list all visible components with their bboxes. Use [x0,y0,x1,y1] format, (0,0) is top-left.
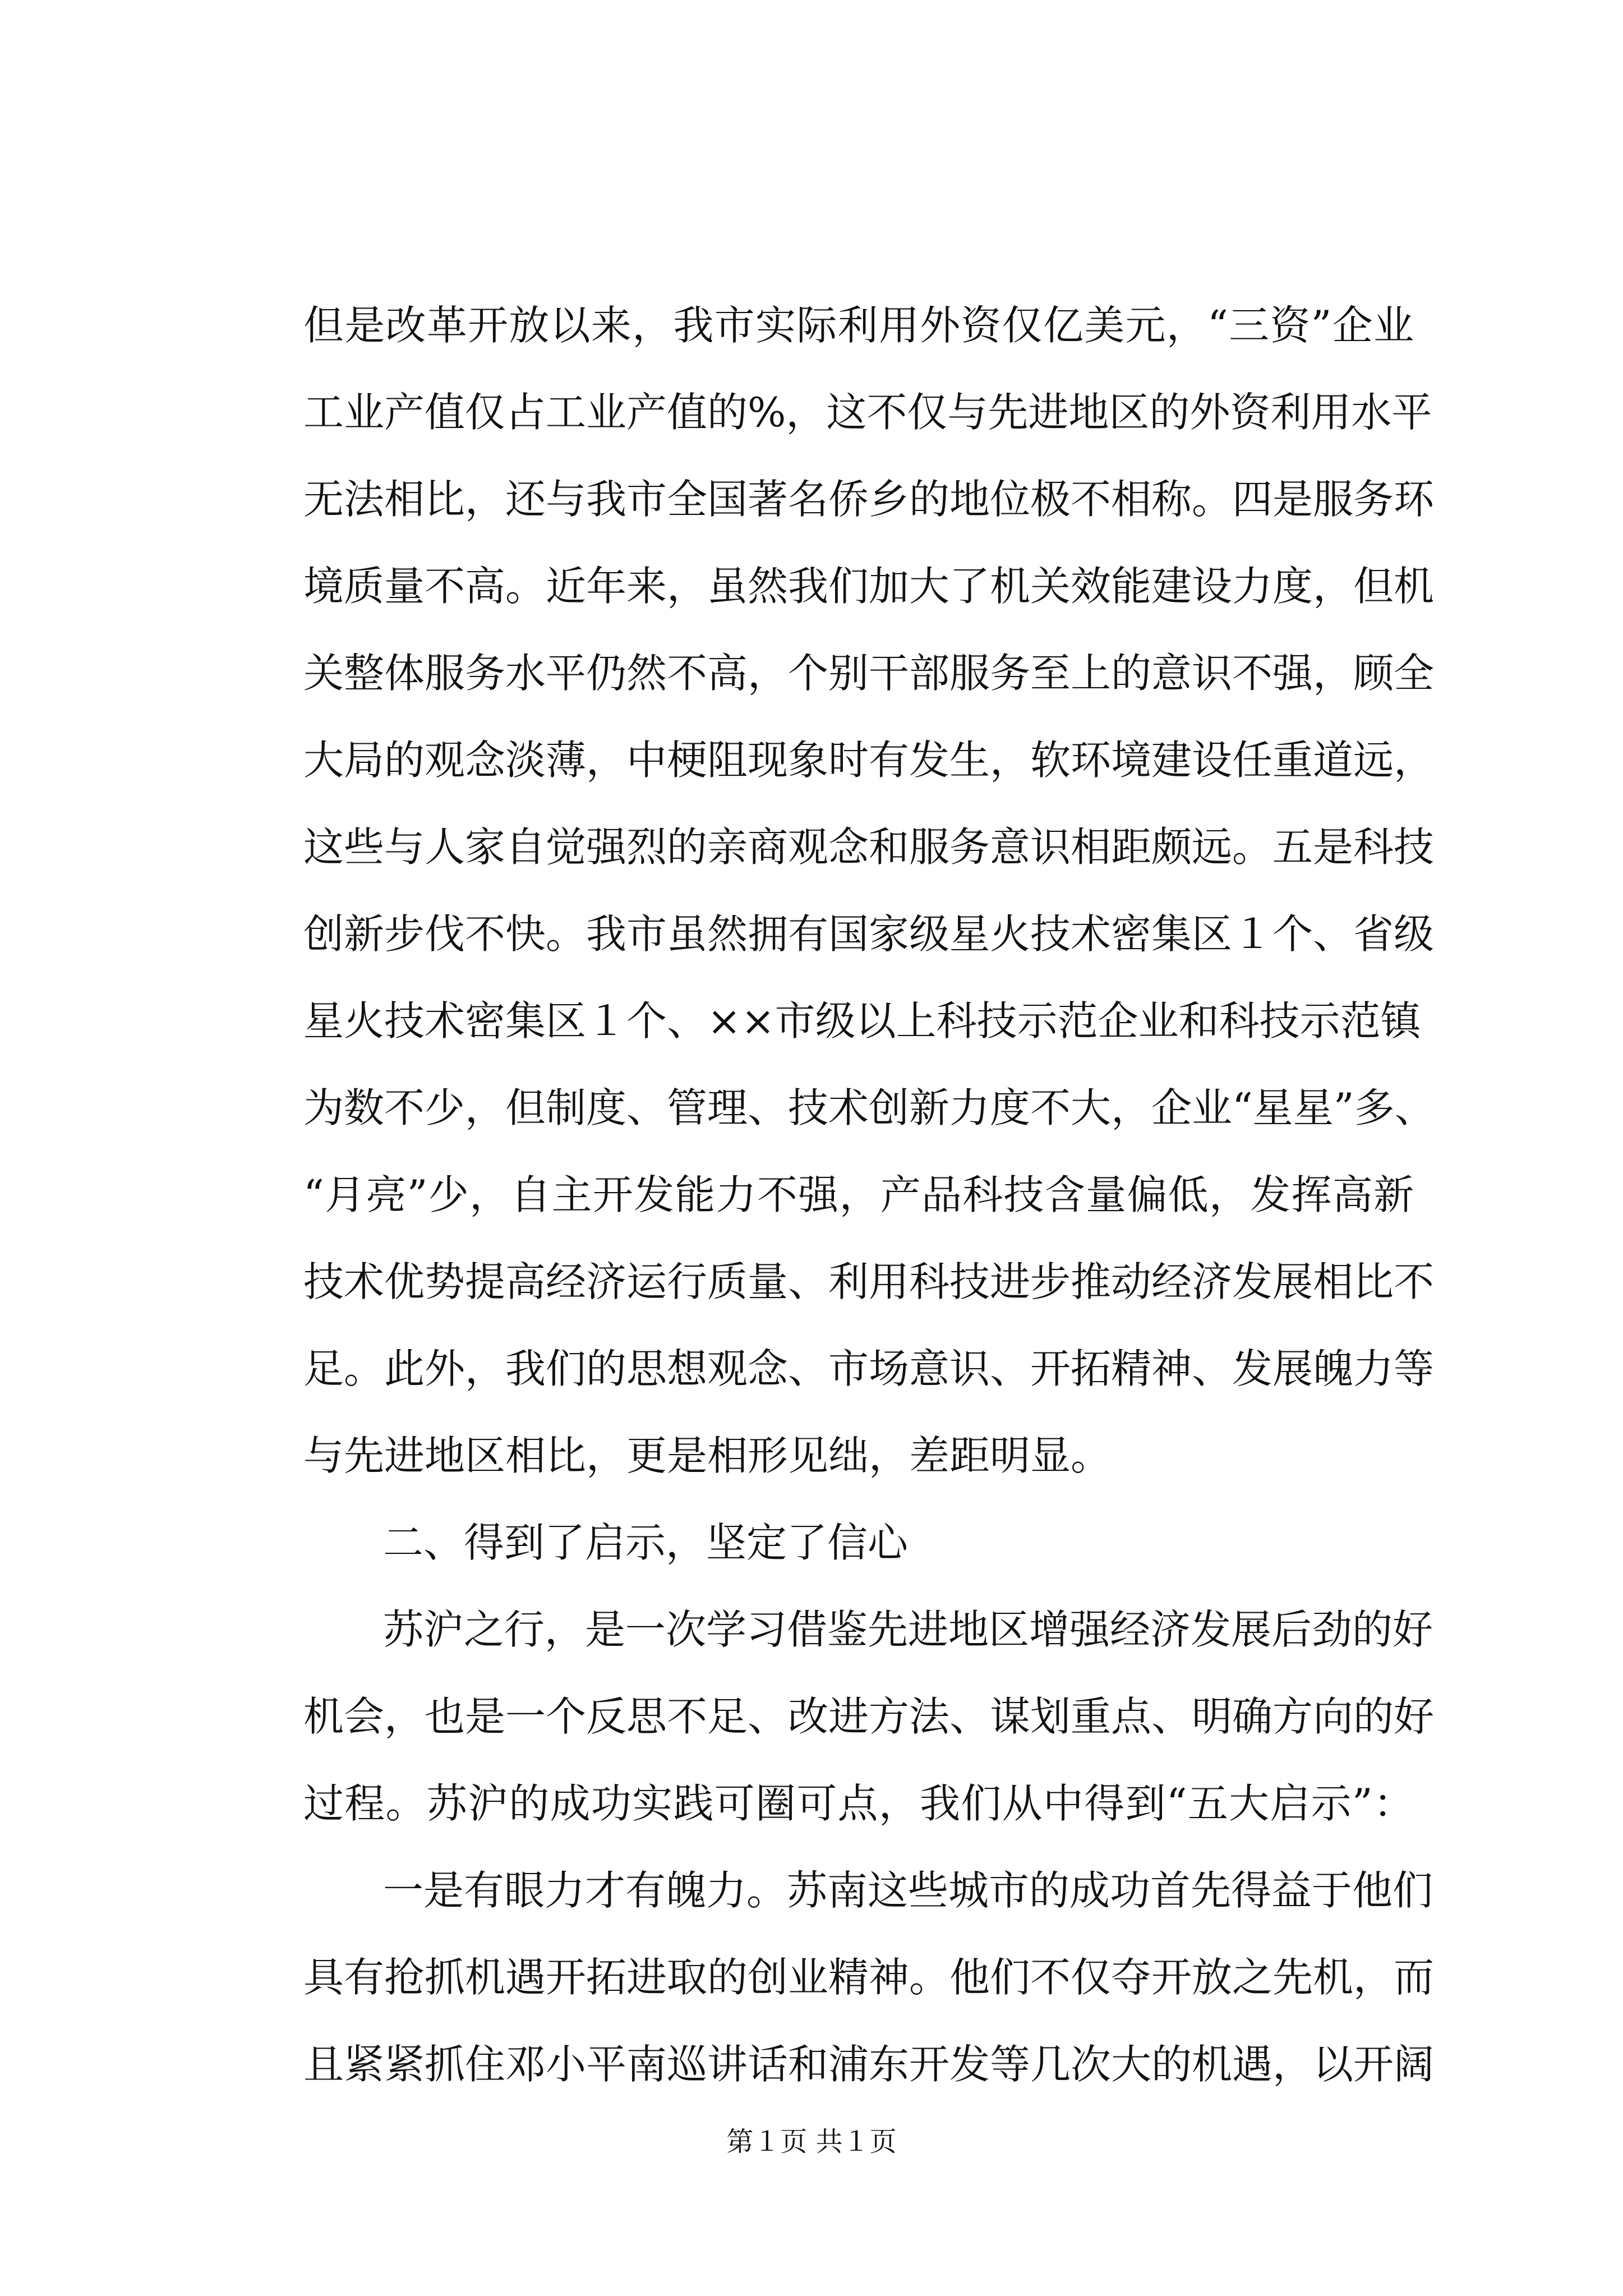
page-number-footer: 第１页 共１页 [726,2126,897,2157]
body-line-21: 且紧紧抓住邓小平南巡讲话和浦东开发等几次大的机遇，以开阔 [303,2041,1435,2088]
body-line-10: 为数不少，但制度、管理、技术创新力度不大，企业“星星”多、 [303,1084,1435,1131]
body-line-12: 技术优势提高经济运行质量、利用科技进步推动经济发展相比不 [303,1258,1435,1305]
body-line-9: 星火技术密集区１个、××市级以上科技示范企业和科技示范镇 [303,997,1421,1045]
body-line-18: 过程。苏沪的成功实践可圈可点，我们从中得到“五大启示”： [303,1780,1414,1827]
body-line-11: “月亮”少，自主开发能力不强，产品科技含量偏低，发挥高新 [303,1171,1414,1218]
body-line-13: 足。此外，我们的思想观念、市场意识、开拓精神、发展魄力等 [303,1345,1435,1392]
body-line-7: 这些与人家自觉强烈的亲商观念和服务意识相距颇远。五是科技 [303,823,1435,871]
body-line-3: 无法相比，还与我市全国著名侨乡的地位极不相称。四是服务环 [303,476,1435,523]
body-line-14: 与先进地区相比，更是相形见绌，差距明显。 [303,1432,1112,1479]
body-line-1: 但是改革开放以来，我市实际利用外资仅亿美元，“三资”企业 [303,302,1414,349]
section-heading: 二、得到了启示，坚定了信心 [383,1519,909,1566]
body-line-4: 境质量不高。近年来，虽然我们加大了机关效能建设力度，但机 [303,563,1435,610]
body-line-19: 一是有眼力才有魄力。苏南这些城市的成功首先得益于他们 [383,1867,1433,1914]
body-line-20: 具有抢抓机遇开拓进取的创业精神。他们不仅夺开放之先机，而 [303,1954,1435,2001]
body-line-8: 创新步伐不快。我市虽然拥有国家级星火技术密集区１个、省级 [303,910,1435,958]
body-line-5: 关整体服务水平仍然不高，个别干部服务至上的意识不强，顾全 [303,650,1435,697]
body-line-17: 机会，也是一个反思不足、改进方法、谋划重点、明确方向的好 [303,1693,1435,1740]
body-line-16: 苏沪之行，是一次学习借鉴先进地区增强经济发展后劲的好 [383,1606,1433,1653]
body-line-6: 大局的观念淡薄，中梗阻现象时有发生，软环境建设任重道远， [303,737,1435,784]
body-line-2: 工业产值仅占工业产值的%，这不仅与先进地区的外资利用水平 [303,389,1432,436]
